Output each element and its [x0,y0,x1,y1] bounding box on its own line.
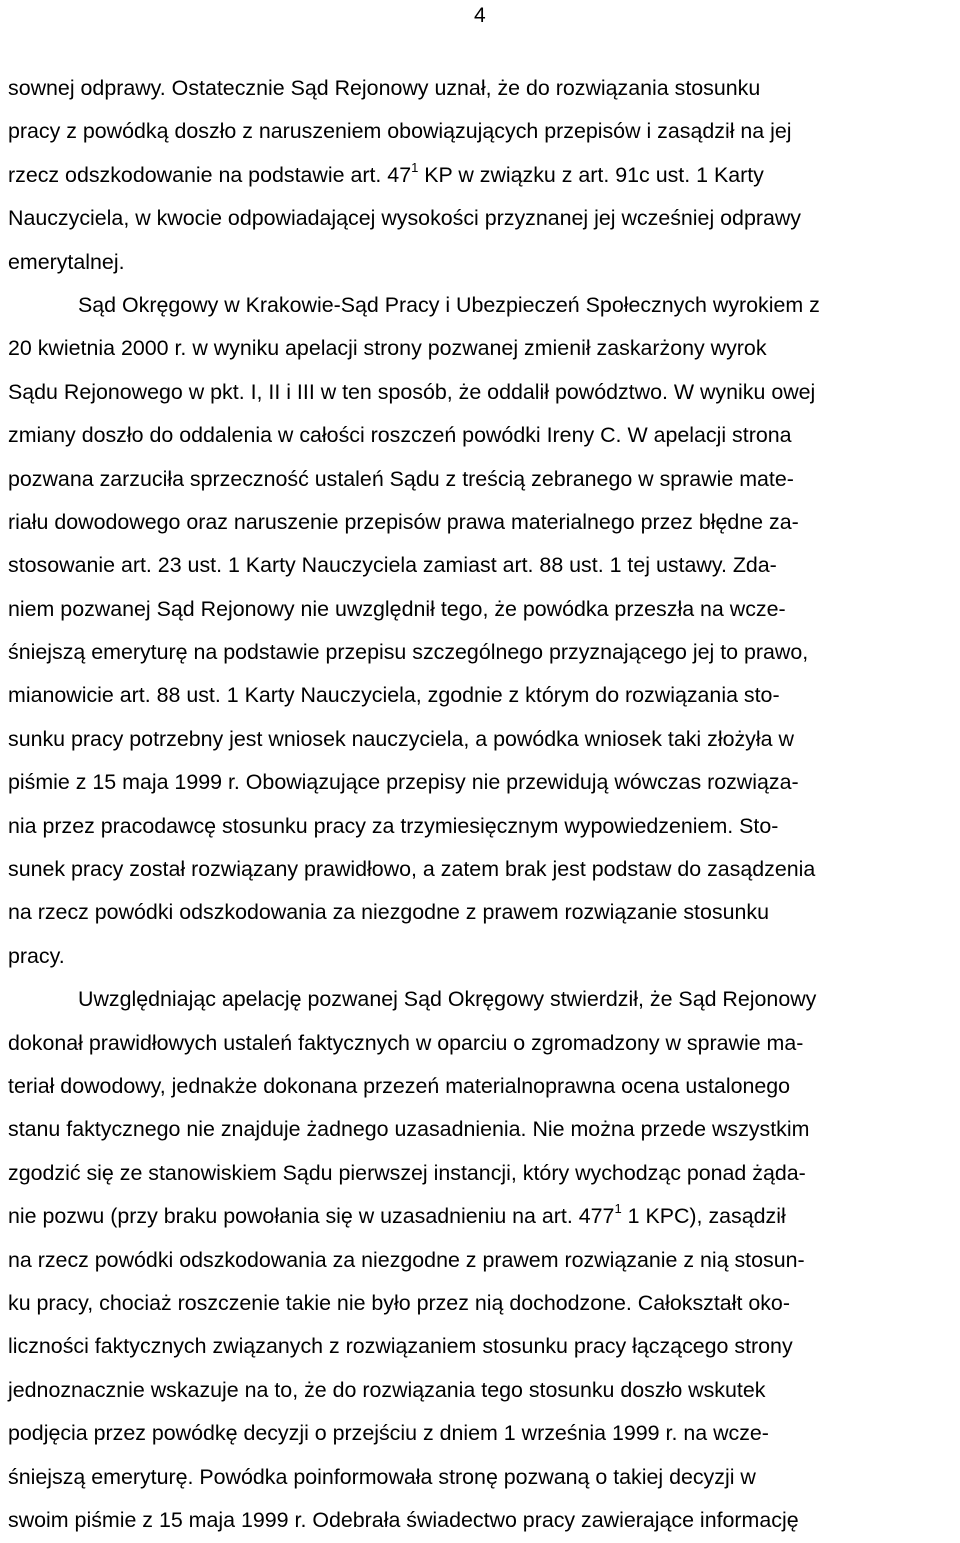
text-line: sunku pracy potrzebny jest wniosek nauczyciela, a powódka wniosek taki złożyła w [8,726,794,751]
text-line: mianowicie art. 88 ust. 1 Karty Nauczyciela, zgodnie z którym do rozwiązania sto- [8,683,780,708]
text-segment: KP w związku z art. 91c ust. 1 Karty [418,162,764,187]
text-line: sownej odprawy. Ostatecznie Sąd Rejonowy uznał, że do rozwiązania stosunku [8,76,761,100]
text-line: Sądu Rejonowego w pkt. I, II i III w ten sposób, że oddalił powództwo. W wyniku owej [8,379,816,404]
text-line: teriał dowodowy, jednakże dokonana przezeń materialnoprawna ocena ustalonego [8,1073,791,1098]
text-line: sunek pracy został rozwiązany prawidłowo, a zatem brak jest podstaw do zasądzenia [8,857,816,882]
text-line: 20 kwietnia 2000 r. w wyniku apelacji strony pozwanej zmienił zaskarżony wyrok [8,336,767,361]
text-line: na rzecz powódki odszkodowania za niezgodne z prawem rozwiązanie stosunku [8,900,769,925]
text-line: pracy z powódką doszło z naruszeniem obowiązujących przepisów i zasądził na jej [8,119,792,144]
text-line: liczności faktycznych związanych z rozwiązaniem stosunku pracy łączącego strony [8,1334,793,1359]
text-line: swoim piśmie z 15 maja 1999 r. Odebrała świadectwo pracy zawierające informację [8,1507,799,1532]
text-line: pozwana zarzuciła sprzeczność ustaleń Sądu z treścią zebranego w sprawie mate- [8,466,794,491]
page-number: 4 [474,4,486,27]
text-line: zmiany doszło do oddalenia w całości roszczeń powódki Ireny C. W apelacji strona [8,423,792,448]
superscript: 1 [614,1201,622,1217]
text-line: śniejszą emeryturę. Powódka poinformowała stronę pozwaną o takiej decyzji w [8,1464,756,1489]
text-line-with-superscript [8,154,958,197]
text-line: nia przez pracodawcę stosunku pracy za trzymiesięcznym wypowiedzeniem. Sto- [8,813,779,838]
text-line: emerytalnej. [8,249,125,274]
paragraph-first-line: Uwzględniając apelację pozwanej Sąd Okręgowy stwierdził, że Sąd Rejonowy [78,987,817,1012]
text-line: Nauczyciela, w kwocie odpowiadającej wysokości przyznanej jej wcześniej odprawy [8,206,801,231]
text-line: pracy. [8,943,65,968]
text-line: riału dowodowego oraz naruszenie przepisów prawa materialnego przez błędne za- [8,509,799,534]
text-line: stosowanie art. 23 ust. 1 Karty Nauczyciela zamiast art. 88 ust. 1 tej ustawy. Zda- [8,553,777,578]
text-line: podjęcia przez powódkę decyzji o przejściu z dniem 1 września 1999 r. na wcze- [8,1421,769,1446]
text-line: dokonał prawidłowych ustaleń faktycznych w oparciu o zgromadzony w sprawie ma- [8,1030,804,1055]
text-line: na rzecz powódki odszkodowania za niezgodne z prawem rozwiązanie z nią stosun- [8,1247,805,1272]
superscript: 1 [411,159,419,175]
text-line: zgodzić się ze stanowiskiem Sądu pierwszej instancji, który wychodząc ponad żąda- [8,1160,806,1185]
text-segment: nie pozwu (przy braku powołania się w uzasadnieniu na art. 477 [8,1204,615,1229]
text-line: jednoznacznie wskazuje na to, że do rozwiązania tego stosunku doszło wskutek [8,1377,766,1402]
text-line: ku pracy, chociaż roszczenie takie nie było przez nią dochodzone. Całokształt oko- [8,1290,790,1315]
text-segment: rzecz odszkodowanie na podstawie art. 47 [8,162,412,187]
text-line: stanu faktycznego nie znajduje żadnego uzasadnienia. Nie można przede wszystkim [8,1117,810,1142]
text-line: piśmie z 15 maja 1999 r. Obowiązujące przepisy nie przewidują wówczas rozwiąza- [8,770,799,795]
paragraph-first-line: Sąd Okręgowy w Krakowie-Sąd Pracy i Ubezpieczeń Społecznych wyrokiem z [78,292,820,317]
text-segment: 1 KPC), zasądził [621,1204,786,1229]
text-line: niem pozwanej Sąd Rejonowy nie uwzględnił tego, że powódka przeszła na wcze- [8,596,786,621]
text-line: śniejszą emeryturę na podstawie przepisu szczególnego przyznającego jej to prawo, [8,640,809,665]
text-line-with-superscript [8,1195,958,1238]
body-text [8,67,958,1542]
